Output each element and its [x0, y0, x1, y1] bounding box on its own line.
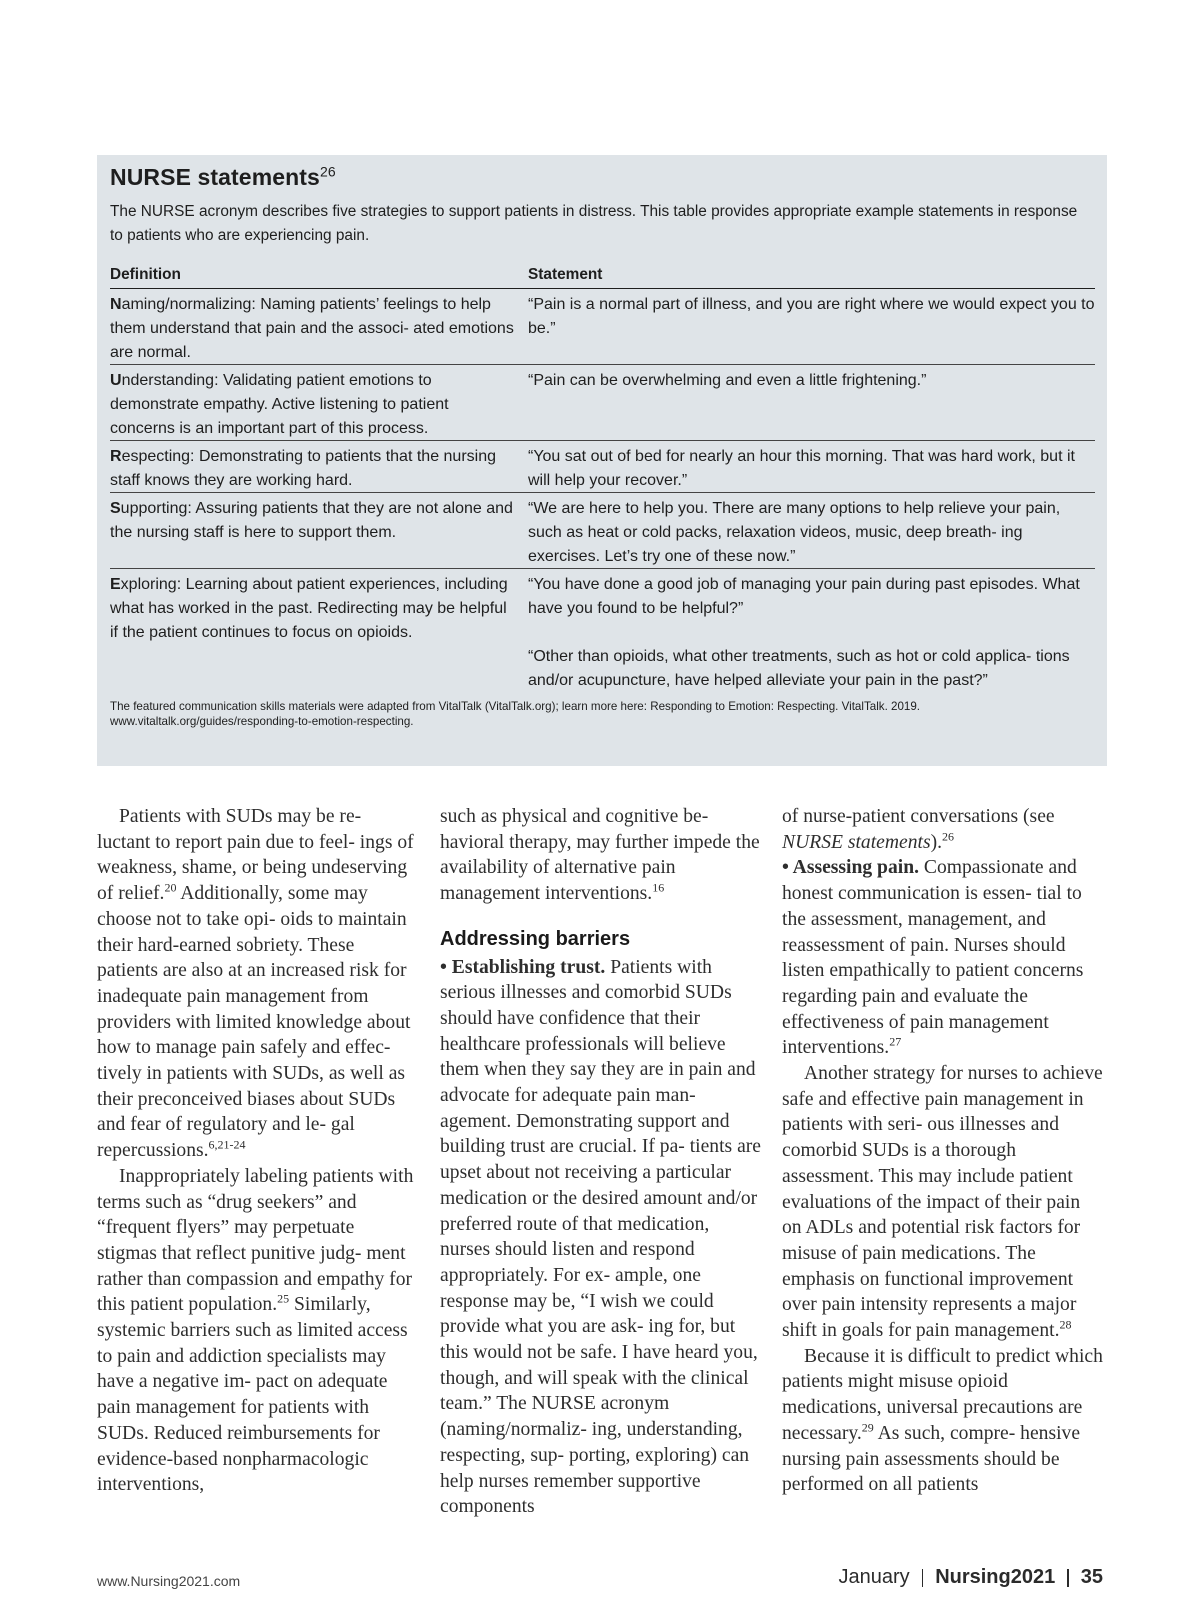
statement-cell: “Pain can be overwhelming and even a little frightening.”	[528, 372, 927, 389]
bullet-run-in-heading: • Establishing trust.	[440, 956, 606, 978]
paragraph: Because it is difficult to predict which patients might misuse opioid medications, universal precautions are necessary.$^{29}$ As such, compre- hensive nursing pain assessments should be performed on all patients	[782, 1345, 1103, 1496]
sidebar-footnote: The featured communication skills materials were adapted from VitalTalk (VitalTalk.org); learn more here: Responding to Emotion: Respecting. VitalTalk. 2019. www.vitaltalk.org/guides/responding-to-emotion-respecting.	[110, 700, 921, 728]
acronym-letter: U	[110, 372, 122, 389]
body-column-1	[97, 804, 419, 1498]
table-row	[110, 289, 1095, 365]
acronym-letter: R	[110, 448, 122, 465]
footer-month: January	[838, 1566, 910, 1588]
acronym-letter: N	[110, 296, 122, 313]
paragraph: of nurse-patient conversations (see NURSE statements).$^{26}$	[782, 806, 1055, 853]
table-row	[110, 493, 1095, 569]
table-row	[110, 441, 1095, 493]
paragraph: Inappropriately labeling patients with terms such as “drug seekers” and “frequent flyers” may perpetuate stigmas that reflect punitive judg- ment rather than compassion and empathy for this patient population.$^{25}$ Similarly, systemic barriers such as limited access to pain and addiction specialists may have a negative im- pact on adequate pain management for patients with SUDs. Reduced reimbursements for evidence-based nonpharmacologic interventions,	[97, 1165, 414, 1496]
footer-website: www.Nursing2021.com	[97, 1573, 241, 1589]
sidebar-title-ref: 26	[319, 163, 336, 180]
footer-folio	[839, 1566, 1103, 1589]
paragraph: • Establishing trust. Patients with serious illnesses and comorbid SUDs should have confidence that their healthcare professionals will believe them when they say they are in pain and advocate for adequate pain man- agement. Demonstrating support and building trust are crucial. If pa- tients are upset about not receiving a particular medication or the desired amount and/or preferred route of that medication, nurses should listen and respond appropriately. For ex- ample, one response may be, “I wish we could provide what you are ask- ing for, but this would not be safe. I have heard you, though, and will speak with the clinical team.” The NURSE acronym (naming/normaliz- ing, understanding, respecting, sup- porting, exploring) can help nurses remember supportive components	[440, 956, 761, 1518]
section-heading: Addressing barriers	[440, 927, 631, 950]
nurse-table	[110, 266, 1095, 693]
page-number: 35	[1080, 1566, 1103, 1588]
sidebar-title: NURSE statements$^{26}$	[110, 163, 336, 190]
footer-divider	[922, 1569, 924, 1587]
footer-magazine: Nursing2021	[935, 1566, 1056, 1588]
definition-cell: Naming/normalizing: Naming patients’ feelings to help them understand that pain and the associ- ated emotions are normal.	[110, 296, 514, 361]
statement-cell: “We are here to help you. There are many options to help relieve your pain, such as heat or cold packs, relaxation videos, music, deep breath- ing exercises. Let’s try one of these now.”	[528, 500, 1061, 565]
table-row	[110, 569, 1095, 693]
acronym-letter: S	[110, 500, 121, 517]
body-column-3	[782, 804, 1104, 1498]
footer-divider	[1067, 1569, 1069, 1587]
acronym-letter: E	[110, 576, 121, 593]
nurse-statements-box	[97, 155, 1107, 766]
paragraph: • Assessing pain. Compassionate and honest communication is essen- tial to the assessment, management, and reassessment of pain. Nurses should listen empathically to patient concerns regarding pain and evaluate the effectiveness of pain management interventions.$^{27}$	[782, 857, 1084, 1059]
paragraph: such as physical and cognitive be- havioral therapy, may further impede the availability of alternative pain management interventions.$^{16}$	[440, 806, 760, 905]
definition-cell: Exploring: Learning about patient experiences, including what has worked in the past. Redirecting may be helpful if the patient continues to focus on opioids.	[110, 576, 508, 641]
paragraph: Another strategy for nurses to achieve safe and effective pain management in patients with seri- ous illnesses and comorbid SUDs is a thorough assessment. This may include patient evaluations of the impact of their pain on ADLs and potential risk factors for misuse of pain medications. The emphasis on functional improvement over pain intensity represents a major shift in goals for pain management.$^{28}$	[782, 1063, 1103, 1342]
sidebar-intro: The NURSE acronym describes five strategies to support patients in distress. This table provides appropriate example statements in response to patients who are experiencing pain.	[110, 203, 1078, 244]
bullet-run-in-heading: • Assessing pain.	[782, 857, 919, 879]
definition-cell: Supporting: Assuring patients that they are not alone and the nursing staff is here to support them.	[110, 500, 513, 541]
statement-cell: “You sat out of bed for nearly an hour this morning. That was hard work, but it will help your recover.”	[528, 448, 1075, 489]
definition-cell: Respecting: Demonstrating to patients that the nursing staff knows they are working hard.	[110, 448, 497, 489]
definition-cell: Understanding: Validating patient emotions to demonstrate empathy. Active listening to patient concerns is an important part of this process.	[110, 372, 449, 437]
statement-cell: “You have done a good job of managing your pain during past episodes. What have you found to be helpful?” “Other than opioids, what other treatments, such as hot or cold applica- tions and/or acupuncture, have helped alleviate your pain in the past?”	[528, 576, 1080, 689]
column-header-definition: Definition	[110, 266, 181, 283]
table-header	[110, 266, 1095, 289]
column-header-statement: Statement	[528, 266, 603, 283]
table-row	[110, 365, 1095, 441]
body-column-2	[440, 804, 762, 1520]
paragraph: Patients with SUDs may be re- luctant to report pain due to feel- ings of weakness, shame, or being undeserving of relief.$^{20}$ Additionally, some may choose not to take opi- oids to maintain their hard-earned sobriety. These patients are also at an increased risk for inadequate pain management from providers with limited knowledge about how to manage pain safely and effec- tively in patients with SUDs, as well as their preconceived biases about SUDs and fear of regulatory and le- gal repercussions.$^{6,21-24}$	[97, 806, 414, 1162]
statement-cell: “Pain is a normal part of illness, and you are right where we would expect you to be.”	[528, 296, 1095, 337]
